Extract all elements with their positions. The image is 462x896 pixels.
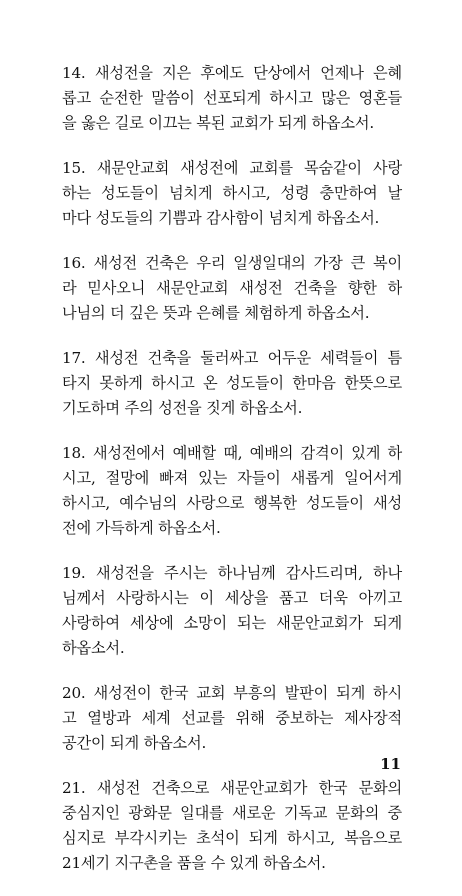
text-line: 고 열방과 세계 선교를 위해 중보하는 제사장적 [62,709,402,727]
prayer-list [62,61,402,896]
prayer-item-16 [62,251,402,326]
text-line: 을 옳은 길로 이끄는 복된 교회가 되게 하옵소서. [62,114,374,132]
prayer-item-17 [62,346,402,421]
text-line: 심지로 부각시키는 초석이 되게 하시고, 복음으로 [62,829,402,847]
prayer-item-20 [62,681,402,756]
prayer-item-21 [62,776,402,876]
text-line: 하는 성도들이 넘치게 하시고, 성령 충만하여 날 [62,184,402,202]
text-line: 16. 새성전 건축은 우리 일생일대의 가장 큰 복이 [62,254,402,272]
text-line: 기도하며 주의 성전을 짓게 하옵소서. [62,399,303,417]
prayer-item-14 [62,61,402,136]
text-line: 롭고 순전한 말씀이 선포되게 하시고 많은 영혼들 [62,89,402,107]
text-line: 라 믿사오니 새문안교회 새성전 건축을 향한 하 [62,279,402,297]
text-line: 중심지인 광화문 일대를 새로운 기독교 문화의 중 [62,804,402,822]
text-line: 사랑하여 세상에 소망이 되는 새문안교회가 되게 [62,614,402,632]
text-line: 타지 못하게 하시고 온 성도들이 한마음 한뜻으로 [62,374,402,392]
page-number: 11 [380,755,401,773]
prayer-item-19 [62,561,402,661]
text-line: 15. 새문안교회 새성전에 교회를 목숨같이 사랑 [62,159,402,177]
text-line: 시고, 절망에 빠져 있는 자들이 새롭게 일어서게 [62,469,402,487]
text-line: 18. 새성전에서 예배할 때, 예배의 감격이 있게 하 [62,444,402,462]
text-line: 전에 가득하게 하옵소서. [62,519,221,537]
text-line: 21. 새성전 건축으로 새문안교회가 한국 문화의 [62,779,402,797]
text-line: 나님의 더 깊은 뜻과 은혜를 체험하게 하옵소서. [62,304,370,322]
text-line: 공간이 되게 하옵소서. [62,734,207,752]
text-line: 17. 새성전 건축을 둘러싸고 어두운 세력들이 틈 [62,349,402,367]
text-line: 21세기 지구촌을 품을 수 있게 하옵소서. [62,854,326,872]
text-line: 마다 성도들의 기쁨과 감사함이 넘치게 하옵소서. [62,209,380,227]
text-line: 님께서 사랑하시는 이 세상을 품고 더욱 아끼고 [62,589,402,607]
text-line: 19. 새성전을 주시는 하나님께 감사드리며, 하나 [62,564,402,582]
text-line: 20. 새성전이 한국 교회 부흥의 발판이 되게 하시 [62,684,402,702]
text-line: 14. 새성전을 지은 후에도 단상에서 언제나 은혜 [62,64,402,82]
text-line: 하옵소서. [62,639,125,657]
text-line: 하시고, 예수님의 사랑으로 행복한 성도들이 새성 [62,494,402,512]
prayer-item-18 [62,441,402,541]
prayer-item-15 [62,156,402,231]
